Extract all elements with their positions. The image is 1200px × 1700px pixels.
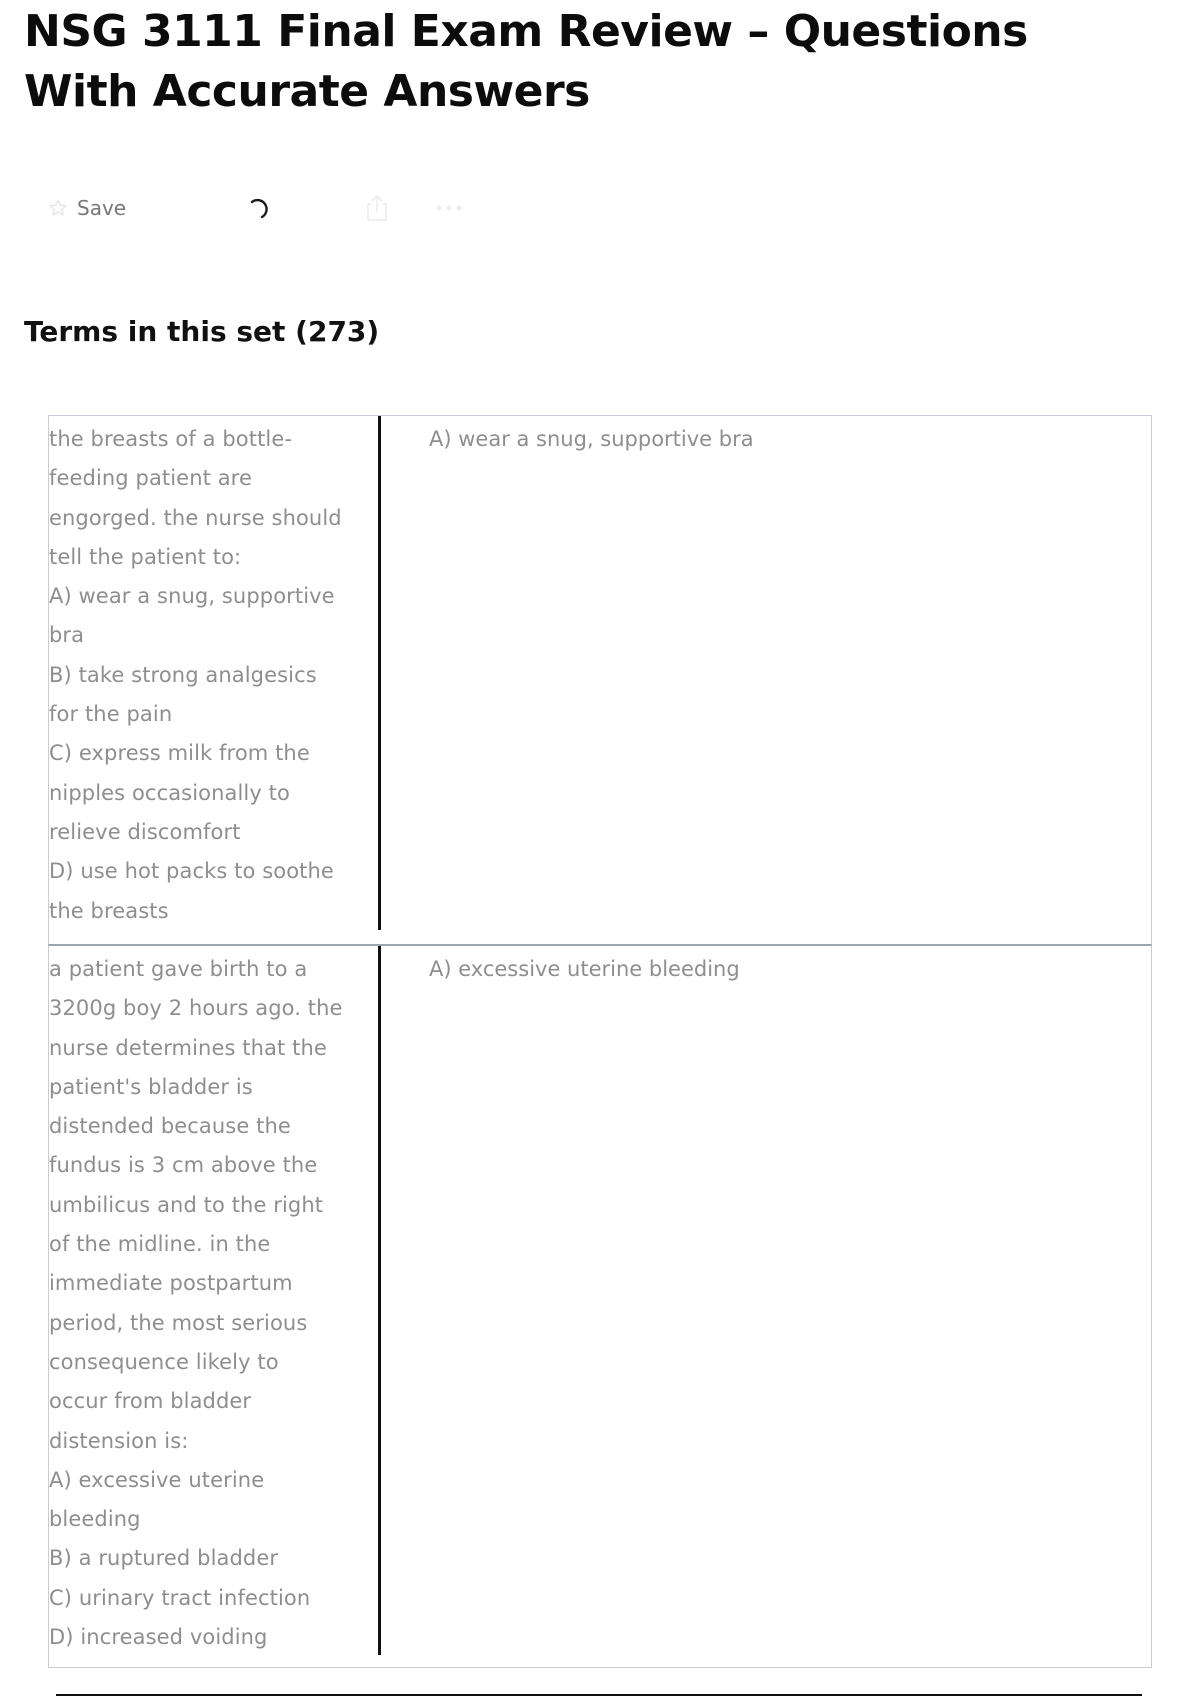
share-button[interactable]	[362, 188, 392, 228]
more-options-icon	[434, 203, 464, 213]
page-title: NSG 3111 Final Exam Review – Questions With Accurate Answers	[24, 6, 1028, 117]
star-icon	[48, 198, 68, 218]
terms-count-heading: Terms in this set (273)	[24, 315, 380, 348]
set-toolbar	[48, 188, 528, 228]
flashcard-term: the breasts of a bottle- feeding patient are engorged. the nurse should tell the patient to: A) wear a snug, supportive bra B) take strong analgesics for the pain C) express milk from the nipples occasionally to relieve discomfort D) use hot packs to soothe the breasts	[49, 427, 342, 923]
share-icon	[364, 193, 390, 223]
save-button[interactable]	[48, 188, 148, 228]
save-button-label: Save	[77, 196, 127, 220]
flashcard	[48, 415, 1152, 946]
bottom-rule	[56, 1694, 1142, 1696]
flashcard-definition: A) excessive uterine bleeding	[429, 957, 740, 981]
more-options-button[interactable]	[432, 188, 466, 228]
flashcard	[48, 944, 1152, 1668]
loading-spinner	[242, 188, 276, 228]
card-divider	[378, 946, 381, 1655]
card-divider	[378, 416, 381, 930]
flashcard-definition: A) wear a snug, supportive bra	[429, 427, 754, 451]
flashcard-term: a patient gave birth to a 3200g boy 2 hours ago. the nurse determines that the patient's bladder is distended because the fundus is 3 cm above the umbilicus and to the right of the midline. in the immediate postpartum period, the most serious consequence likely to occur from bladder distension is: A) excessive uterine bleeding B) a ruptured bladder C) urinary tract infection D) increased voiding	[49, 957, 343, 1650]
loading-spinner-icon	[244, 193, 274, 223]
